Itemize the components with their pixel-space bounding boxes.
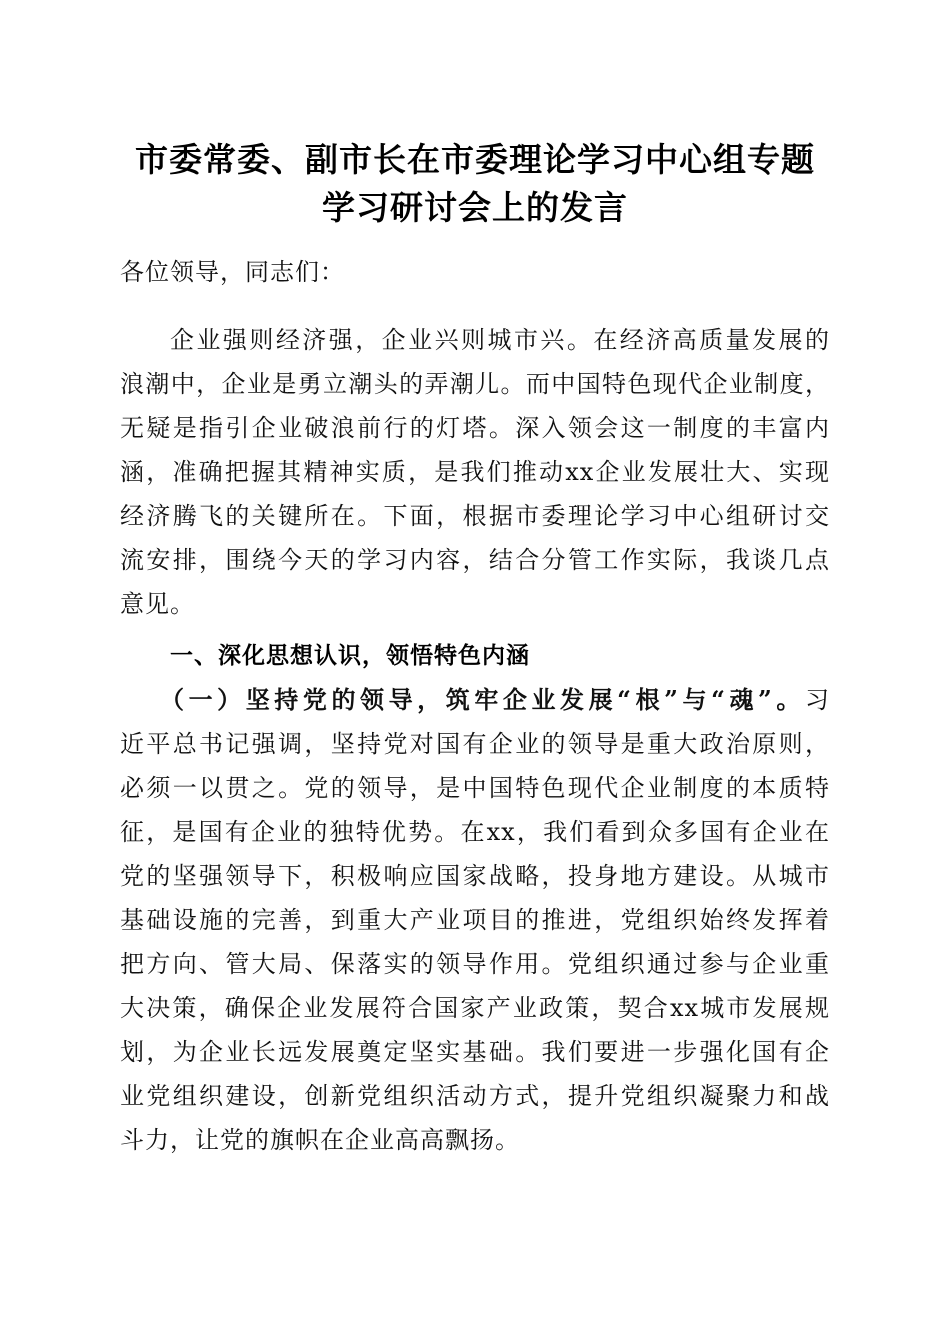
paragraph-2-line: 必须一以贯之。党的领导，是中国特色现代企业制度的本质特 (120, 774, 830, 802)
salutation: 各位领导，同志们： (120, 258, 345, 286)
paragraph-1-line: 流安排，围绕今天的学习内容，结合分管工作实际，我谈几点 (120, 546, 830, 574)
document-title-line-1: 市委常委、副市长在市委理论学习中心组专题 (135, 140, 815, 179)
paragraph-2-line: 近平总书记强调，坚持党对国有企业的领导是重大政治原则， (120, 730, 830, 758)
paragraph-2-line: 党的坚强领导下，积极响应国家战略，投身地方建设。从城市 (120, 862, 830, 890)
paragraph-1-line: 意见。 (120, 590, 195, 618)
paragraph-2-line: 征，是国有企业的独特优势。在xx，我们看到众多国有企业在 (120, 818, 830, 846)
paragraph-2 (120, 678, 830, 1162)
paragraph-1-line: 浪潮中，企业是勇立潮头的弄潮儿。而中国特色现代企业制度， (120, 370, 830, 398)
paragraph-2-line: 基础设施的完善，到重大产业项目的推进，党组织始终发挥着 (120, 906, 830, 934)
document-title-line-2: 学习研讨会上的发言 (322, 188, 628, 227)
paragraph-1-line: 经济腾飞的关键所在。下面，根据市委理论学习中心组研讨交 (120, 502, 830, 530)
paragraph-1-line: 涵，准确把握其精神实质，是我们推动xx企业发展壮大、实现 (120, 458, 830, 486)
paragraph-1-line: 企业强则经济强，企业兴则城市兴。在经济高质量发展的 (170, 326, 830, 354)
paragraph-1-line: 无疑是指引企业破浪前行的灯塔。深入领会这一制度的丰富内 (120, 414, 830, 442)
paragraph-2-line: 把方向、管大局、保落实的领导作用。党组织通过参与企业重 (120, 950, 830, 978)
paragraph-2-first-line (120, 678, 830, 722)
paragraph-2-line: 划，为企业长远发展奠定坚实基础。我们要进一步强化国有企 (120, 1038, 830, 1066)
paragraph-2-line: 大决策，确保企业发展符合国家产业政策，契合xx城市发展规 (120, 994, 830, 1022)
paragraph-1 (120, 318, 830, 626)
section-heading-1: 一、深化思想认识，领悟特色内涵 (170, 643, 530, 669)
paragraph-2-first-line-rest: 习 (805, 686, 830, 714)
sub-heading-1: （一）坚持党的领导，筑牢企业发展“根”与“魂”。 (160, 685, 805, 714)
paragraph-2-line: 斗力，让党的旗帜在企业高高飘扬。 (120, 1126, 520, 1154)
paragraph-2-line: 业党组织建设，创新党组织活动方式，提升党组织凝聚力和战 (120, 1082, 830, 1110)
